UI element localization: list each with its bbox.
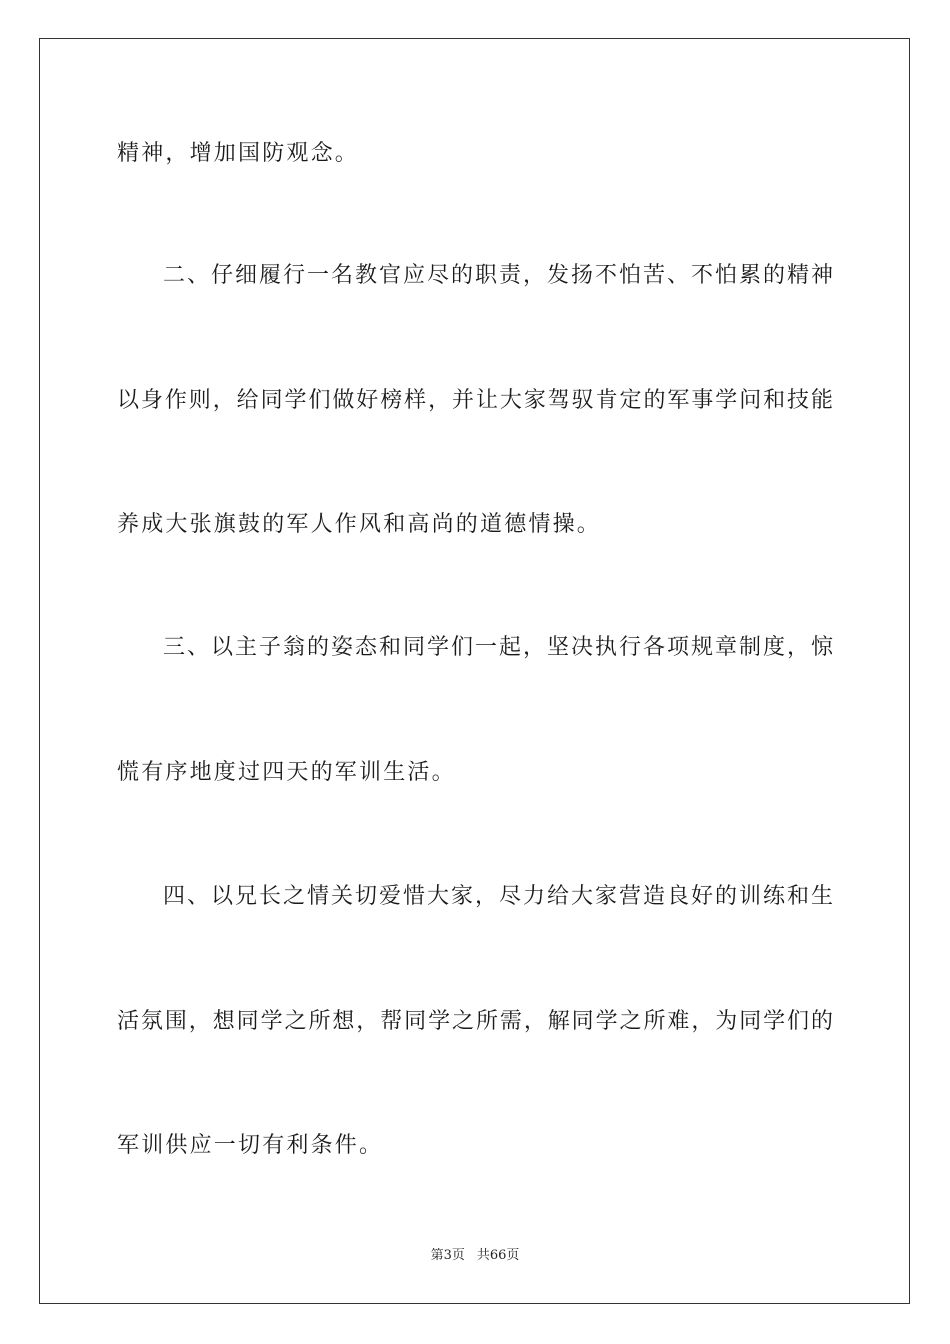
total-pages: 共66页 — [476, 1248, 520, 1263]
page-footer — [0, 1247, 950, 1265]
paragraph-3-line-1: 三、以主子翁的姿态和同学们一起，坚决执行各项规章制度，惊 — [163, 635, 833, 660]
paragraph-3-line-2: 慌有序地度过四天的军训生活。 — [117, 760, 456, 785]
paragraph-1-line-1: 精神，增加国防观念。 — [117, 141, 360, 166]
page-number: 第3页 — [430, 1248, 465, 1263]
paragraph-2-line-1: 二、仔细履行一名教官应尽的职责，发扬不怕苦、不怕累的精神 — [163, 263, 833, 288]
paragraph-4-line-1: 四、以兄长之情关切爱惜大家，尽力给大家营造良好的训练和生 — [163, 884, 833, 909]
paragraph-2-line-2: 以身作则，给同学们做好榜样，并让大家驾驭肯定的军事学问和技能 — [117, 388, 833, 413]
paragraph-2-line-3: 养成大张旗鼓的军人作风和高尚的道德情操。 — [117, 512, 602, 537]
paragraph-4-line-2: 活氛围，想同学之所想，帮同学之所需，解同学之所难，为同学们的 — [117, 1009, 833, 1034]
page-frame — [39, 38, 910, 1304]
paragraph-4-line-3: 军训供应一切有利条件。 — [117, 1133, 384, 1158]
